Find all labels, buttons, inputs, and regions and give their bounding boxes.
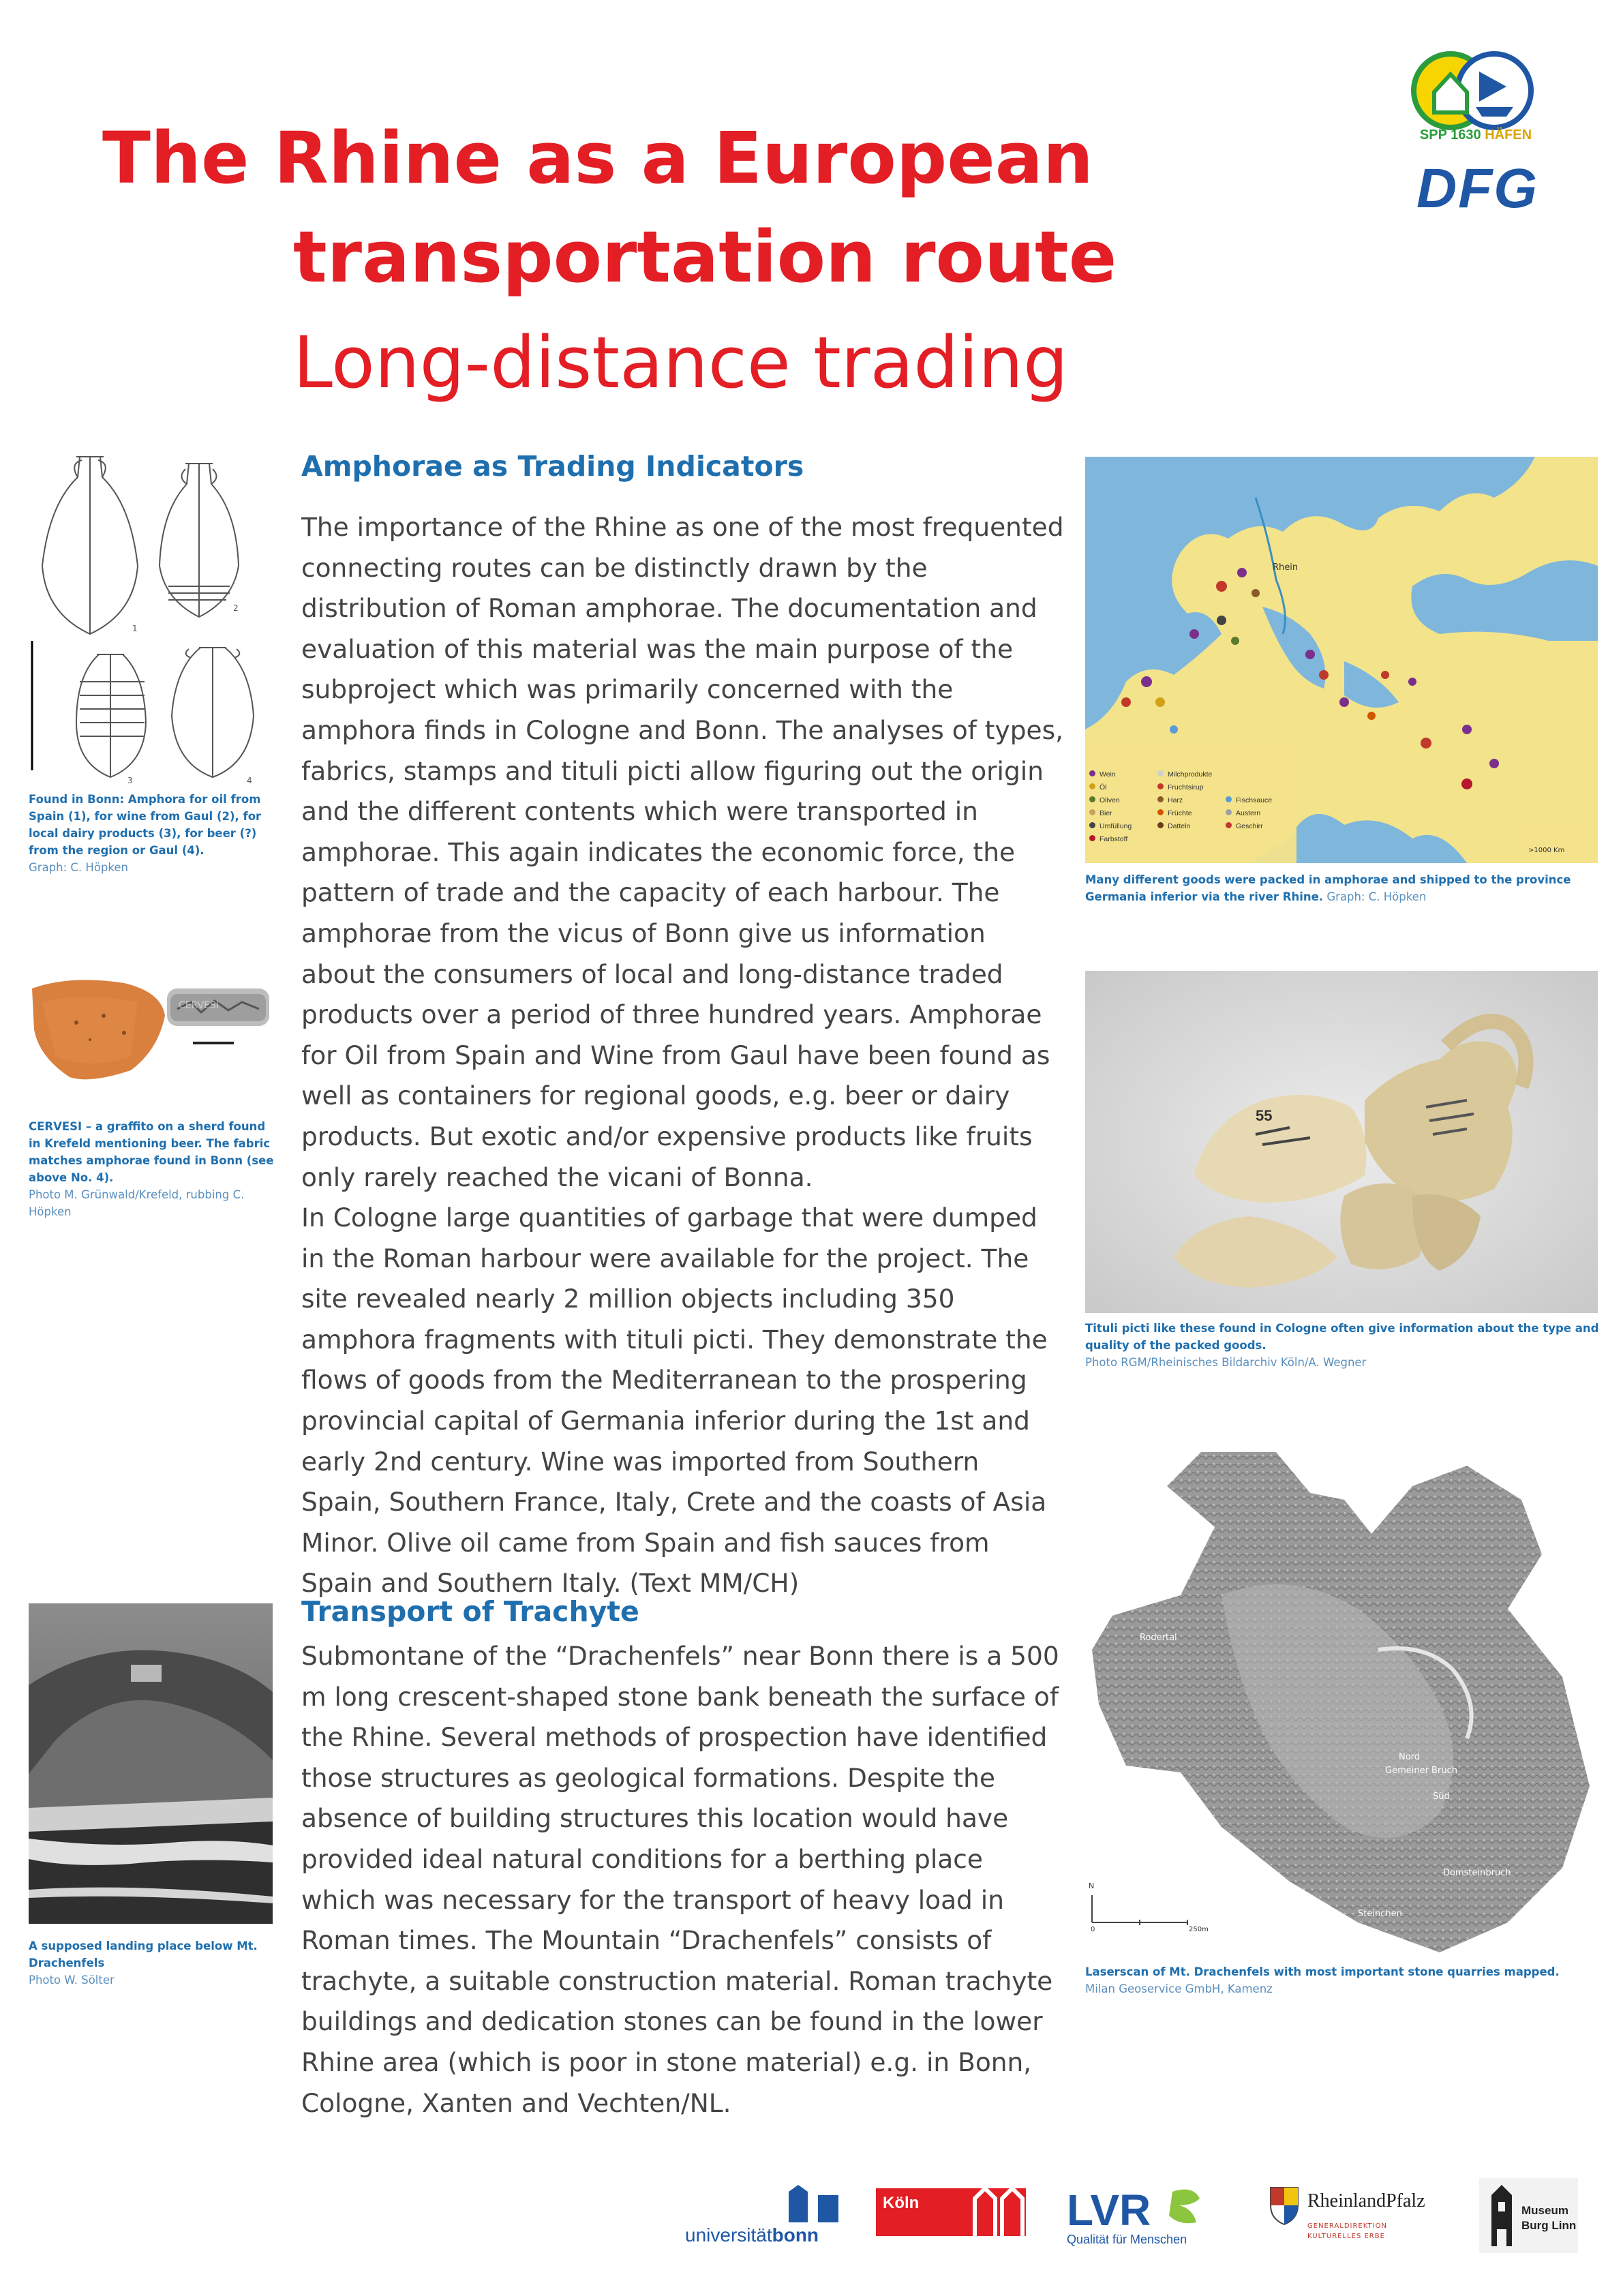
laserscan-scale-start: 0 [1091, 1926, 1095, 1933]
laserscan-image [1085, 1445, 1598, 1952]
legend-label: Wein [1099, 770, 1116, 779]
legend-label: Geschirr [1236, 822, 1263, 830]
legend-swatch [1089, 822, 1095, 828]
lvr-label: LVR [1067, 2186, 1151, 2235]
paragraph: The importance of the Rhine as one of the most frequented connecting routes can be distinctly drawn by the distribution of Roman amphorae. The documentation and evaluation of this material was the main purpose of the subproject which was primarily concerned with the amphora finds in Cologne and Bonn. The analyses of types, fabrics, stamps and tituli picti allow figuring out the origin and the different contents which were transported in amphorae. This again indicates the economic force, the pattern of trade and the capacity of each harbour. The amphorae from the vicus of Bonn give us information about the consumers of local and long-distance traded products over a period of three hundred years. Amphorae for Oil from Spain and Wine from Gaul have been found as well as containers for regional goods, e.g. beer or dairy products. But exotic and/or expensive products like fruits only rarely reached the vicani of Bonna. [301, 512, 1064, 1192]
legend-item [1226, 796, 1294, 809]
laserscan-caption [1085, 1963, 1603, 1997]
caption-main: A supposed landing place below Mt. Drachenfels [29, 1939, 258, 1969]
legend-swatch [1226, 822, 1232, 828]
map-scale-label: >1000 Km [1528, 847, 1565, 854]
section-body-amphorae [301, 507, 1065, 1604]
caption-main: Tituli picti like these found in Cologne often give information about the type and quality of the packed goods. [1085, 1322, 1599, 1352]
legend-label: Milchprodukte [1168, 770, 1213, 779]
lvr-logo [1067, 2185, 1224, 2250]
legend-item [1157, 809, 1226, 822]
legend-item [1157, 770, 1226, 783]
laserscan-label-steinchen: Steinchen [1358, 1909, 1402, 1919]
rlp-label: RheinlandPfalz [1307, 2190, 1425, 2211]
legend-item [1226, 822, 1294, 835]
trade-map-image [1085, 457, 1598, 863]
lvr-sub-label: Qualität für Menschen [1067, 2233, 1187, 2246]
dfg-logo: DFG [1416, 157, 1539, 220]
laserscan-label-domsteinbruch: Domsteinbruch [1443, 1868, 1511, 1878]
legend-item [1226, 809, 1294, 822]
amphora-drawing-image [29, 450, 274, 791]
section-heading-trachyte: Transport of Trachyte [301, 1595, 639, 1628]
legend-label: Datteln [1168, 822, 1191, 830]
legend-label: Bier [1099, 809, 1112, 817]
legend-col-3 [1226, 796, 1294, 835]
legend-item [1089, 835, 1157, 848]
drawing-number-2: 2 [233, 603, 239, 613]
legend-item [1089, 770, 1157, 783]
drawing-number-1: 1 [132, 624, 138, 633]
sherd-caption [29, 1118, 274, 1220]
map-river-label: Rhein [1273, 562, 1299, 573]
title-subtitle: Long-distance trading [293, 321, 1069, 404]
sherd-scale-bar [193, 1042, 234, 1044]
title-line-2: transportation route [293, 215, 1117, 299]
legend-swatch [1226, 809, 1232, 815]
drawing-number-3: 3 [127, 776, 133, 785]
caption-credit: Photo M. Grünwald/Krefeld, rubbing C. Höpken [29, 1188, 245, 1218]
laserscan-label-sud: Süd [1433, 1792, 1450, 1802]
hafen-label: HÄFEN [1485, 127, 1532, 142]
caption-main: CERVESI – a graffito on a sherd found in Krefeld mentioning beer. The fabric matches amphorae found in Bonn (see above No. 4). [29, 1120, 274, 1184]
caption-main: Laserscan of Mt. Drachenfels with most important stone quarries mapped. [1085, 1965, 1560, 1978]
legend-label: Harz [1168, 796, 1183, 804]
legend-label: Farbstoff [1099, 835, 1128, 843]
legend-swatch [1157, 796, 1164, 802]
sherd-photo [29, 975, 168, 1084]
rlp-sub-label-2: KULTURELLES ERBE [1307, 2233, 1385, 2240]
legend-item [1157, 822, 1226, 835]
legend-item [1157, 796, 1226, 809]
legend-swatch [1157, 809, 1164, 815]
koeln-logo [876, 2188, 1026, 2236]
legend-swatch [1089, 783, 1095, 789]
section-heading-amphorae: Amphorae as Trading Indicators [301, 450, 804, 483]
legend-label: Austern [1236, 809, 1261, 817]
legend-swatch [1089, 796, 1095, 802]
uni-bonn-logo [685, 2185, 842, 2246]
laserscan-label-rodertal: Rodertal [1140, 1633, 1177, 1643]
paragraph: In Cologne large quantities of garbage that were dumped in the Roman harbour were available for the project. The site revealed nearly 2 million objects including 350 amphora fragments with tituli picti. They demonstrate the flows of goods from the Mediterranean to the prospering provincial capital of Germania inferior during the 1st and early 2nd century. Wine was imported from Southern Spain, Southern France, Italy, Crete and the coasts of Asia Minor. Olive oil came from Spain and fish sauces from Spain and Southern Italy. (Text MM/CH) [301, 1203, 1048, 1599]
paragraph: Submontane of the “Drachenfels” near Bonn there is a 500 m long crescent-shaped stone bank beneath the surface of the Rhine. Several methods of prospection have identified those structures as geological formations. Despite the absence of building structures this location would have provided ideal natural conditions for a berthing place which was necessary for the transport of heavy load in Roman times. The Mountain “Drachenfels” consists of trachyte, a suitable construction material. Roman trachyte buildings and dedication stones can be found in the lower Rhine area (which is poor in stone material) e.g. in Bonn, Cologne, Xanten and Vechten/NL. [301, 1641, 1059, 2118]
legend-label: Fruchtsirup [1168, 783, 1204, 791]
caption-credit: Graph: C. Höpken [29, 861, 128, 874]
legend-swatch [1157, 770, 1164, 776]
uni-bonn-label-a: universität [685, 2224, 772, 2246]
title-line-1: The Rhine as a European [102, 117, 1093, 200]
spp-label: SPP 1630 [1419, 127, 1481, 142]
legend-item [1089, 796, 1157, 809]
laserscan-label-nord: Nord [1399, 1752, 1421, 1762]
legend-swatch [1157, 822, 1164, 828]
legend-label: Früchte [1168, 809, 1192, 817]
legend-swatch [1089, 835, 1095, 841]
legend-item [1089, 783, 1157, 796]
drawing-number-4: 4 [247, 776, 252, 785]
caption-credit: Graph: C. Höpken [1326, 890, 1427, 903]
legend-item [1089, 822, 1157, 835]
laserscan-scale-label: 250m [1189, 1926, 1209, 1933]
legend-item [1157, 783, 1226, 796]
museum-label-2: Burg Linn [1521, 2219, 1577, 2232]
laserscan-north-label: N [1089, 1882, 1095, 1890]
legend-item [1089, 809, 1157, 822]
landing-place-photo [29, 1603, 273, 1924]
legend-col-2 [1157, 770, 1226, 835]
map-caption [1085, 871, 1603, 905]
legend-swatch [1089, 770, 1095, 776]
uni-bonn-label-b: bonn [772, 2224, 819, 2246]
sherd-rubbing-text: CERVESI [179, 1000, 219, 1011]
spp-hafen-logo [1411, 51, 1541, 147]
legend-label: Umfüllung [1099, 822, 1132, 830]
legend-label: Öl [1099, 783, 1107, 791]
tituli-caption [1085, 1320, 1603, 1371]
amphora-drawing-caption [29, 791, 274, 876]
museum-label-1: Museum [1521, 2204, 1568, 2217]
caption-main: Found in Bonn: Amphora for oil from Spain (1), for wine from Gaul (2), for local dairy products (3), for beer (?) from the region or Gaul (4). [29, 793, 262, 857]
caption-credit: Milan Geoservice GmbH, Kamenz [1085, 1982, 1273, 1995]
laserscan-label-gemeiner-bruch: Gemeiner Bruch [1385, 1766, 1457, 1776]
legend-swatch [1157, 783, 1164, 789]
legend-swatch [1226, 796, 1232, 802]
koeln-label: Köln [883, 2194, 920, 2212]
museum-burg-linn-logo [1479, 2178, 1578, 2253]
legend-label: Oliven [1099, 796, 1120, 804]
legend-col-1 [1089, 770, 1157, 848]
legend-label: Fischsauce [1236, 796, 1273, 804]
tituli-photo [1085, 971, 1598, 1313]
tituli-inscription: 55 [1256, 1107, 1273, 1124]
rheinland-pfalz-logo [1268, 2185, 1438, 2246]
legend-swatch [1089, 809, 1095, 815]
rlp-sub-label-1: GENERALDIREKTION [1307, 2222, 1387, 2230]
caption-credit: Photo RGM/Rheinisches Bildarchiv Köln/A. Wegner [1085, 1356, 1367, 1369]
section-body-trachyte [301, 1636, 1065, 2124]
caption-credit: Photo W. Sölter [29, 1974, 115, 1987]
landing-caption [29, 1937, 274, 1989]
caption-main: Many different goods were packed in amphorae and shipped to the province Germania inferior via the river Rhine. [1085, 873, 1571, 903]
